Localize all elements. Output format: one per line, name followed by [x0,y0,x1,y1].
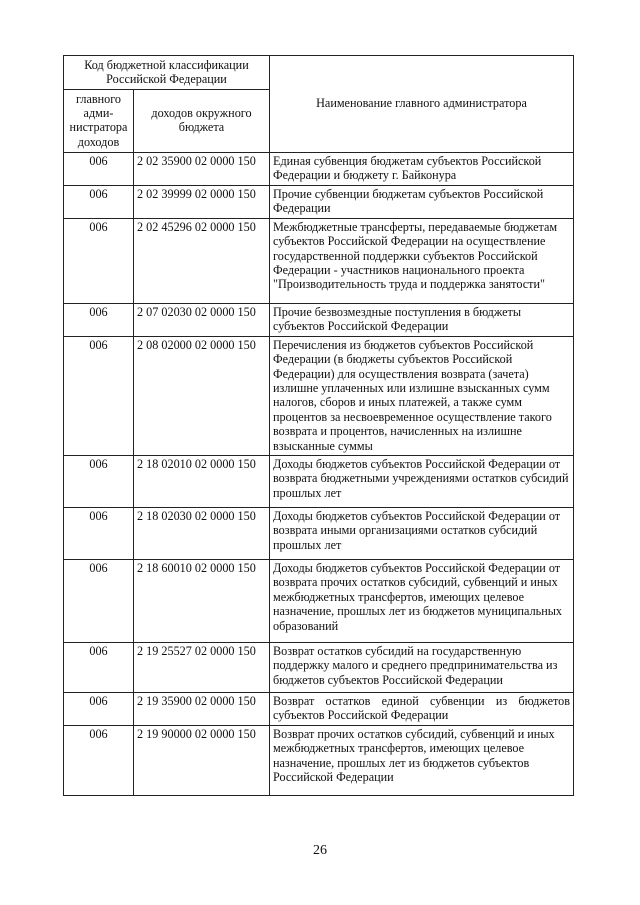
admin-code-cell: 006 [64,303,134,336]
income-code-cell: 2 18 02010 02 0000 150 [134,456,270,508]
header-admin-code: главного адми-нистратора доходов [64,89,134,152]
income-code-cell: 2 08 02000 02 0000 150 [134,336,270,455]
table-row [64,508,574,560]
admin-code-cell: 006 [64,726,134,796]
table-row [64,560,574,643]
table-row [64,218,574,303]
income-code-cell: 2 19 25527 02 0000 150 [134,643,270,693]
income-code-cell: 2 18 60010 02 0000 150 [134,560,270,643]
table-row [64,693,574,726]
header-income-code: доходов окружного бюджета [134,89,270,152]
income-code-cell: 2 19 35900 02 0000 150 [134,693,270,726]
income-code-cell: 2 07 02030 02 0000 150 [134,303,270,336]
admin-code-cell: 006 [64,152,134,185]
table-header-row [64,56,574,90]
budget-classification-table [63,55,574,796]
table-row [64,185,574,218]
revenue-name-cell: Перечисления из бюджетов субъектов Российской Федерации (в бюджеты субъектов Российской Федерации) для осуществления возврата (зачета) излишне уплаченных или излишне взысканных сумм налогов, сборов и иных платежей, а также сумм процентов за несвоевременное осуществление такого возврата и процентов, начисленных на излишне взысканные суммы [270,336,574,455]
revenue-name-cell: Возврат остатков субсидий на государственную поддержку малого и среднего предпринимательства из бюджетов субъектов Российской Федерации [270,643,574,693]
revenue-name-cell: Возврат остатков единой субвенции из бюджетов субъектов Российской Федерации [270,693,574,726]
table-row [64,456,574,508]
admin-code-cell: 006 [64,185,134,218]
table-body [64,152,574,795]
table-row [64,152,574,185]
page-number: 26 [313,843,327,858]
revenue-name-cell: Прочие субвенции бюджетам субъектов Российской Федерации [270,185,574,218]
admin-code-cell: 006 [64,218,134,303]
admin-code-cell: 006 [64,508,134,560]
revenue-name-cell: Единая субвенция бюджетам субъектов Российской Федерации и бюджету г. Байконура [270,152,574,185]
income-code-cell: 2 02 45296 02 0000 150 [134,218,270,303]
table-row [64,643,574,693]
revenue-name-cell: Доходы бюджетов субъектов Российской Федерации от возврата иными организациями остатков субсидий прошлых лет [270,508,574,560]
income-code-cell: 2 18 02030 02 0000 150 [134,508,270,560]
admin-code-cell: 006 [64,456,134,508]
income-code-cell: 2 02 39999 02 0000 150 [134,185,270,218]
revenue-name-cell: Прочие безвозмездные поступления в бюджеты субъектов Российской Федерации [270,303,574,336]
table-row [64,336,574,455]
income-code-cell: 2 19 90000 02 0000 150 [134,726,270,796]
revenue-name-cell: Доходы бюджетов субъектов Российской Федерации от возврата прочих остатков субсидий, субвенций и иных межбюджетных трансфертов, имеющих целевое назначение, прошлых лет из бюджетов муниципальных образований [270,560,574,643]
revenue-name-cell: Доходы бюджетов субъектов Российской Федерации от возврата бюджетными учреждениями остатков субсидий прошлых лет [270,456,574,508]
admin-code-cell: 006 [64,560,134,643]
header-group-title: Код бюджетной классификации Российской Федерации [64,56,270,90]
revenue-name-cell: Межбюджетные трансферты, передаваемые бюджетам субъектов Российской Федерации на осуществление государственной поддержки субъектов Российской Федерации - участников национального проекта "Производительность труда и поддержка занятости" [270,218,574,303]
revenue-name-cell: Возврат прочих остатков субсидий, субвенций и иных межбюджетных трансфертов, имеющих целевое назначение, прошлых лет из бюджетов субъектов Российской Федерации [270,726,574,796]
table-row [64,303,574,336]
table-row [64,726,574,796]
income-code-cell: 2 02 35900 02 0000 150 [134,152,270,185]
admin-code-cell: 006 [64,693,134,726]
admin-code-cell: 006 [64,643,134,693]
admin-code-cell: 006 [64,336,134,455]
header-admin-name: Наименование главного администратора [270,56,574,153]
